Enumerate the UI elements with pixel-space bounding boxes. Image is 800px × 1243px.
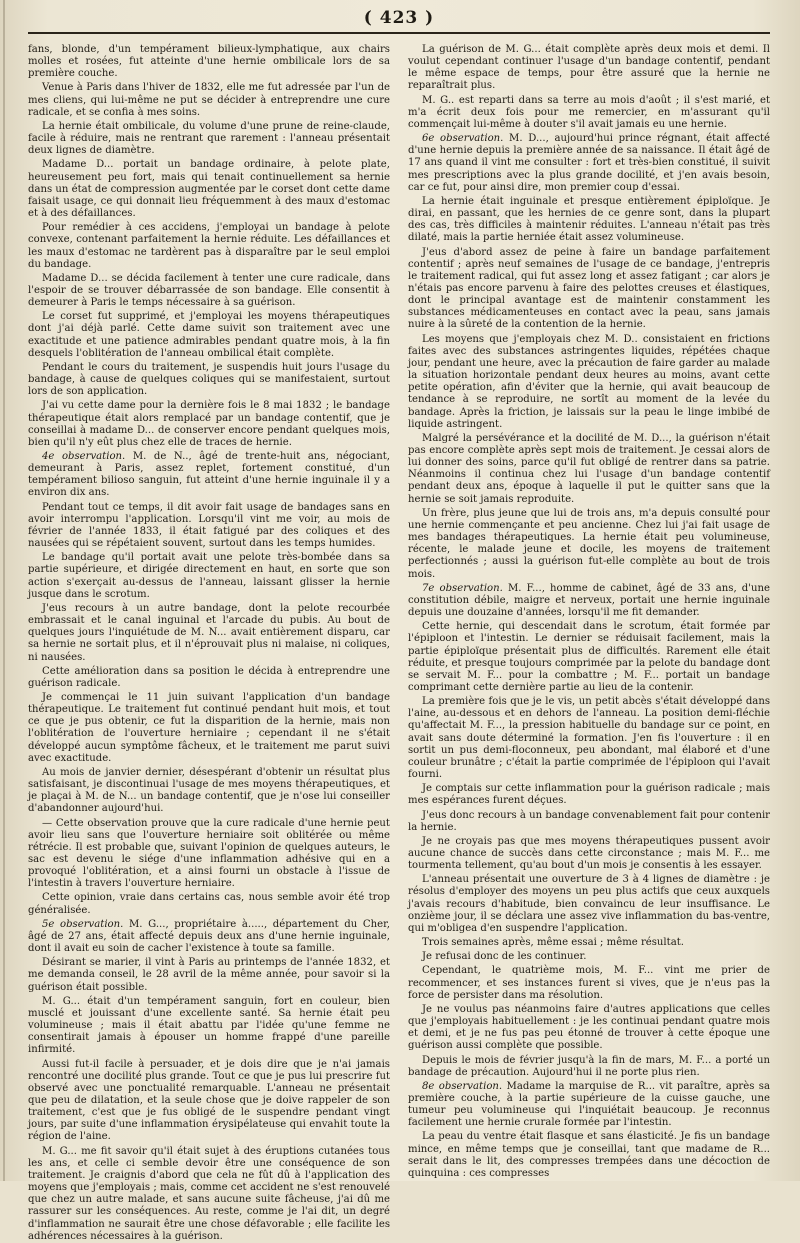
paragraph — [408, 334, 770, 431]
paragraph-text: Pendant le cours du traitement, je suspendis huit jours l'usage du bandage, à cause de quelques coliques qui se manifestaient, surtout lors de son application. — [28, 361, 390, 398]
paragraph — [408, 874, 770, 935]
paragraph — [28, 818, 390, 891]
paragraph-text: M. G.. est reparti dans sa terre au mois d'août ; il s'est marié, et m'a écrit deux fois pour me remercier, en m'assurant qu'il commençait lui-même à douter s'il avait jamais eu une hernie. — [408, 94, 770, 130]
paragraph — [28, 957, 390, 993]
paragraph-text: Le corset fut supprimé, et j'employai les moyens thérapeutiques dont j'ai déjà parlé. Cette dame suivit son traitement avec une exactitude et une patience admirables pendant quatre mois, à la fin desquels l'oblitération de l'anneau ombilical était complète. — [28, 311, 390, 359]
paragraph-text: Madame la marquise de R... vit paraître, après sa première couche, à la partie supérieure de la cuisse gauche, une tumeur peu volumineuse qui l'inquiétait beaucoup. Je reconnus facilement une hernie crurale formée par l'intestin. — [408, 1080, 770, 1129]
paragraph — [408, 951, 770, 963]
paragraph-text: — Cette observation prouve que la cure radicale d'une hernie peut avoir lieu sans que l'ouverture herniaire soit oblitérée ou même rétrécie. Il est probable que, suivant l'opinion de quelques auteurs, le sac est devenu le siége d'une inflammation adhésive qui en a provoqué l'oblitération, et a ainsi fourni un obstacle à l'issue de l'intestin à travers l'ouverture herniaire. — [28, 817, 390, 890]
paragraph-text: Le bandage qu'il portait avait une pelote très-bombée dans sa partie supérieure, et dirigée directement en haut, en sorte que son action s'exerçait au-dessus de l'anneau, laissant glisser la hernie jusque dans le scrotum. — [28, 552, 390, 600]
paragraph-text: Madame D... se décida facilement à tenter une cure radicale, dans l'espoir de se trouver débarrassée de son bandage. Elle consentit à demeurer à Paris le temps nécessaire à sa guérison. — [28, 272, 390, 309]
paragraph — [28, 451, 390, 500]
paragraph-text: Trois semaines après, même essai ; même résultat. — [422, 937, 684, 949]
paragraph-text: M. G..., propriétaire à....., département du Cher, âgé de 27 ans, était affecté depuis deux ans d'une hernie inguinale, dont il avait eu soin de cacher l'existence à toute sa famille. — [28, 918, 390, 955]
paragraph-text: La peau du ventre était flasque et sans élasticité. Je fis un bandage mince, en même temps que je conseillai, tant que madame de R... serait dans le lit, des compresses trempées dans une décoction de quinquina : ces compresses — [408, 1131, 770, 1179]
paragraph-text: Je refusai donc de les continuer. — [422, 951, 587, 963]
left-column — [28, 44, 390, 1242]
paragraph — [28, 552, 390, 601]
paragraph — [408, 810, 770, 834]
paragraph-text: Cette hernie, qui descendait dans le scrotum, était formée par l'épiploon et l'intestin. Le dernier se réduisait facilement, mais la partie épiploïque présentait plus de difficultés. Rarement elle était réduite, et presque toujours comprimée par la pelote du bandage dont se servait M. F... pour la combattre ; M. F... portait un bandage comprimant cette dernière partie au lieu de la contenir. — [408, 621, 770, 693]
paragraph — [408, 433, 770, 506]
paragraph-text: Désirant se marier, il vint à Paris au printemps de l'année 1832, et me demanda conseil, le 28 avril de la même année, pour savoir si la guérison était possible. — [28, 957, 390, 993]
paragraph — [28, 121, 390, 157]
paragraph — [28, 82, 390, 118]
paragraph-text: J'eus d'abord assez de peine à faire un bandage parfaitement contentif ; après neuf semaines de l'usage de ce bandage, j'entrepris le traitement radical, qui fut assez long et assez fatigant ; car alors je n'étais pas encore parvenu à faire des pelottes creuses et élastiques, dont le principal avantage est de maintenir constamment les substances médicamenteuses en contact avec la peau, sans jamais nuire à la sûreté de la contention de la hernie. — [408, 246, 770, 331]
paragraph-text: Pendant tout ce temps, il dit avoir fait usage de bandages sans en avoir interrompu l'application. Lorsqu'il vint me voir, au mois de février de l'année 1833, il était fatigué par des coliques et des nausées qui se répétaient souvent, surtout dans les temps humides. — [28, 501, 390, 550]
paragraph — [28, 159, 390, 220]
paragraph — [28, 666, 390, 690]
paragraph — [28, 44, 390, 80]
observation-label: 6e observation. — [422, 133, 504, 145]
page-header — [28, 8, 770, 44]
paragraph-text: Malgré la persévérance et la docilité de M. D..., la guérison n'était pas encore complète après sept mois de traitement. Je cessai alors de lui donner des soins, parce qu'il fut obligé de rentrer dans sa patrie. Néanmoins il continua chez lui l'usage d'un bandage contentif pendant deux ans, époque à laquelle il put le quitter sans que la hernie se soit jamais reproduite. — [408, 432, 770, 505]
paragraph-text: Je ne croyais pas que mes moyens thérapeutiques pussent avoir aucune chance de succès dans cette circonstance ; mais M. F... me tourmenta tellement, qu'au bout d'un mois je consentis à les essayer. — [408, 835, 770, 872]
paragraph — [28, 892, 390, 916]
paragraph-text: L'anneau présentait une ouverture de 3 à 4 lignes de diamètre : je résolus d'employer des moyens un peu plus actifs que ceux auxquels j'avais recours d'habitude, bien convaincu de leur insuffisance. Le onzième jour, il se déclara une assez vive inflammation du bas-ventre, qui m'obligea d'en suspendre l'application. — [408, 874, 770, 934]
paragraph — [408, 1081, 770, 1130]
paragraph-text: La hernie était ombilicale, du volume d'une prune de reine-claude, facile à réduire, mais ne rentrant que rarement : l'anneau présentait deux lignes de diamètre. — [28, 120, 390, 157]
paragraph — [408, 133, 770, 194]
paragraph — [28, 1059, 390, 1144]
paragraph — [408, 247, 770, 332]
paragraph-text: Madame D... portait un bandage ordinaire, à pelote plate, heureusement peu fort, mais qui tenait continuellement sa hernie dans un état de compression augmentée par le corset dont cette dame faisait usage, ce qui donnait lieu fréquemment à des maux d'estomac et à des défaillances. — [28, 159, 390, 220]
observation-label: 7e observation. — [422, 582, 503, 594]
paragraph-text: Je comptais sur cette inflammation pour la guérison radicale ; mais mes espérances furent déçues. — [408, 783, 770, 807]
paragraph — [28, 767, 390, 816]
paragraph — [28, 603, 390, 664]
paragraph-text: Cependant, le quatrième mois, M. F... vint me prier de recommencer, et ses instances furent si vives, que je n'eus pas la force de persister dans ma résolution. — [408, 965, 770, 1001]
paragraph — [408, 1004, 770, 1053]
paragraph — [28, 1146, 390, 1243]
paragraph-text: M. D..., aujourd'hui prince régnant, était affecté d'une hernie depuis la première année de sa naissance. Il était âgé de 17 ans quand il vint me consulter : fort et très-bien constitué, il suivit mes prescriptions avec la plus grande docilité, et j'en avais besoin, car ce fut, pour ainsi dire, mon premier coup d'essai. — [408, 133, 770, 193]
text-columns — [28, 44, 770, 1242]
paragraph — [408, 937, 770, 949]
paragraph-text: Depuis le mois de février jusqu'à la fin de mars, M. F... a porté un bandage de précaution. Aujourd'hui il ne porte plus rien. — [408, 1054, 770, 1078]
page-edge-line — [3, 0, 5, 1181]
paragraph — [408, 95, 770, 131]
observation-label: 5e observation. — [42, 918, 124, 930]
header-rule — [28, 32, 770, 34]
paragraph-text: La hernie était inguinale et presque entièrement épiploïque. Je dirai, en passant, que les hernies de ce genre sont, dans la plupart des cas, très difficiles à maintenir réduites. L'anneau n'était pas très dilaté, mais la partie herniée était assez volumineuse. — [408, 195, 770, 244]
paragraph-text: fans, blonde, d'un tempérament bilieux-lymphatique, aux chairs molles et rosées, fut atteinte d'une hernie ombilicale lors de sa première couche. — [28, 44, 390, 80]
paragraph-text: Un frère, plus jeune que lui de trois ans, m'a depuis consulté pour une hernie commençante et peu ancienne. Chez lui j'ai fait usage de mes bandages thérapeutiques. La hernie était peu volumineuse, récente, le malade jeune et docile, les moyens de traitement perfectionnés ; aussi la guérison fut-elle complète au bout de trois mois. — [408, 507, 770, 580]
observation-label: 4e observation. — [42, 451, 126, 462]
right-column — [408, 44, 770, 1179]
paragraph-text: M. F..., homme de cabinet, âgé de 33 ans, d'une constitution débile, maigre et nerveux, portait une hernie inguinale depuis une douzaine d'années, lorsqu'il me fit demander. — [408, 582, 770, 619]
observation-label: 8e observation. — [422, 1080, 503, 1092]
paragraph — [28, 502, 390, 551]
paragraph — [408, 836, 770, 872]
paragraph-text: M. de N.., âgé de trente-huit ans, négociant, demeurant à Paris, assez replet, fortement constitué, d'un tempérament bilioso sanguin, fut atteint d'une hernie inguinale il y a environ dix ans. — [28, 451, 390, 499]
paragraph-text: M. G... me fit savoir qu'il était sujet à des éruptions cutanées tous les ans, et celle ci semble devoir être une conséquence de son traitement. Je craignis d'abord que cela ne fût dû à l'application des moyens que j'employais ; mais, comme cet accident ne s'est renouvelé que chez un autre malade, et sans aucune suite fâcheuse, j'ai dû me rassurer sur les conséquences. Au reste, comme je l'ai dit, un degré d'inflammation ne saurait être une chose défavorable ; elle facilite les adhérences nécessaires à la guérison. — [28, 1145, 390, 1242]
paragraph-text: Aussi fut-il facile à persuader, et je dois dire que je n'ai jamais rencontré une docilité plus grande. Tout ce que je pus lui prescrire fut observé avec une ponctualité remarquable. L'anneau ne présentait que peu de dilatation, et la seule chose que je doive rappeler de son traitement, c'est que je fus obligé de le suspendre pendant vingt jours, par suite d'une inflammation érysipélateuse qui envahit toute la région de l'aine. — [28, 1058, 390, 1143]
paragraph-text: La première fois que je le vis, un petit abcès s'était développé dans l'aine, au-dessous et en dehors de l'anneau. La position demi-fléchie qu'affectait M. F..., la pression habituelle du bandage sur ce point, en avait sans doute déterminé la formation. J'en fis l'ouverture : il en sortit un pus demi-floconneux, peu abondant, mal élaboré et d'une couleur brunâtre ; c'était la partie comprimée de l'épiploon qui l'avait fourni. — [408, 696, 770, 781]
paragraph — [28, 996, 390, 1057]
paragraph — [28, 919, 390, 955]
paragraph-text: Pour remédier à ces accidens, j'employai un bandage à pelote convexe, contenant parfaitement la hernie réduite. Les défaillances et les maux d'estomac ne tardèrent pas à disparaître par le seul emploi du bandage. — [28, 222, 390, 270]
paragraph — [28, 362, 390, 398]
paragraph-text: Au mois de janvier dernier, désespérant d'obtenir un résultat plus satisfaisant, je discontinuai l'usage de mes moyens thérapeutiques, et je plaçai à M. de N... un bandage contentif, que je n'ose lui conseiller d'abandonner aujourd'hui. — [28, 766, 390, 815]
paragraph — [408, 621, 770, 694]
paragraph — [28, 222, 390, 271]
paragraph-text: J'eus donc recours à un bandage convenablement fait pour contenir la hernie. — [408, 809, 770, 833]
paragraph-text: J'eus recours à un autre bandage, dont la pelote recourbée embrassait et le canal inguinal et l'arcade du pubis. Au bout de quelques jours l'inquiétude de M. N... avait entièrement disparu, car sa hernie ne sortait plus, et il n'éprouvait plus ni malaise, ni coliques, ni nausées. — [28, 602, 390, 663]
paragraph — [408, 696, 770, 781]
paragraph-text: Les moyens que j'employais chez M. D.. consistaient en frictions faites avec des substances astringentes liquides, répétées chaque jour, pendant une heure, avec la précaution de faire garder au malade la situation horizontale pendant deux heures au moins, avant cette petite opération, afin d'éviter que la hernie, qui avait beaucoup de tendance à se reproduire, ne sortît au moment de la levée du bandage. Après la friction, je laissais sur la peau le linge imbibé de liquide astringent. — [408, 333, 770, 430]
paragraph-text: M. G... était d'un tempérament sanguin, fort en couleur, bien musclé et jouissant d'une excellente santé. Sa hernie était peu volumineuse ; mais il était abattu par l'idée qu'une femme ne consentirait jamais à épouser un homme frappé d'une pareille infirmité. — [28, 995, 390, 1056]
paragraph-text: J'ai vu cette dame pour la dernière fois le 8 mai 1832 ; le bandage thérapeutique était alors remplacé par un bandage contentif, que je conseillai à madame D... de conserver encore pendant quelques mois, bien qu'il n'y eût plus chez elle de traces de hernie. — [28, 400, 390, 448]
paragraph — [28, 311, 390, 360]
paragraph — [408, 965, 770, 1001]
paragraph — [408, 783, 770, 807]
paragraph-text: Je commençai le 11 juin suivant l'application d'un bandage thérapeutique. Le traitement fut continué pendant huit mois, et tout ce que je pus obtenir, ce fut la disparition de la hernie, mais non l'oblitération de l'ouverture herniaire ; cependant il ne s'était développé aucun symptôme fâcheux, et le traitement me parut suivi avec exactitude. — [28, 691, 390, 764]
paragraph — [408, 1131, 770, 1180]
paragraph — [408, 44, 770, 93]
paragraph-text: Venue à Paris dans l'hiver de 1832, elle me fut adressée par l'un de mes cliens, qui lui-même ne put se décider à entreprendre une cure radicale, et se confia à mes soins. — [28, 82, 390, 118]
paragraph — [408, 583, 770, 619]
page-number: ( 423 ) — [363, 8, 435, 28]
paragraph — [28, 692, 390, 765]
paragraph — [28, 400, 390, 449]
paragraph — [408, 1055, 770, 1079]
paragraph — [28, 273, 390, 309]
paragraph-text: Je ne voulus pas néanmoins faire d'autres applications que celles que j'employais habituellement : je les continuai pendant quatre mois et demi, et je ne fus pas peu étonné de trouver à cette époque une guérison aussi complète que possible. — [408, 1003, 770, 1052]
paragraph-text: La guérison de M. G... était complète après deux mois et demi. Il voulut cependant continuer l'usage d'un bandage contentif, pendant le même espace de temps, pour être assuré que la hernie ne reparaîtrait plus. — [408, 44, 770, 92]
paragraph — [408, 508, 770, 581]
paragraph — [408, 196, 770, 245]
paragraph-text: Cette amélioration dans sa position le décida à entreprendre une guérison radicale. — [28, 665, 390, 689]
paragraph-text: Cette opinion, vraie dans certains cas, nous semble avoir été trop généralisée. — [28, 892, 390, 916]
